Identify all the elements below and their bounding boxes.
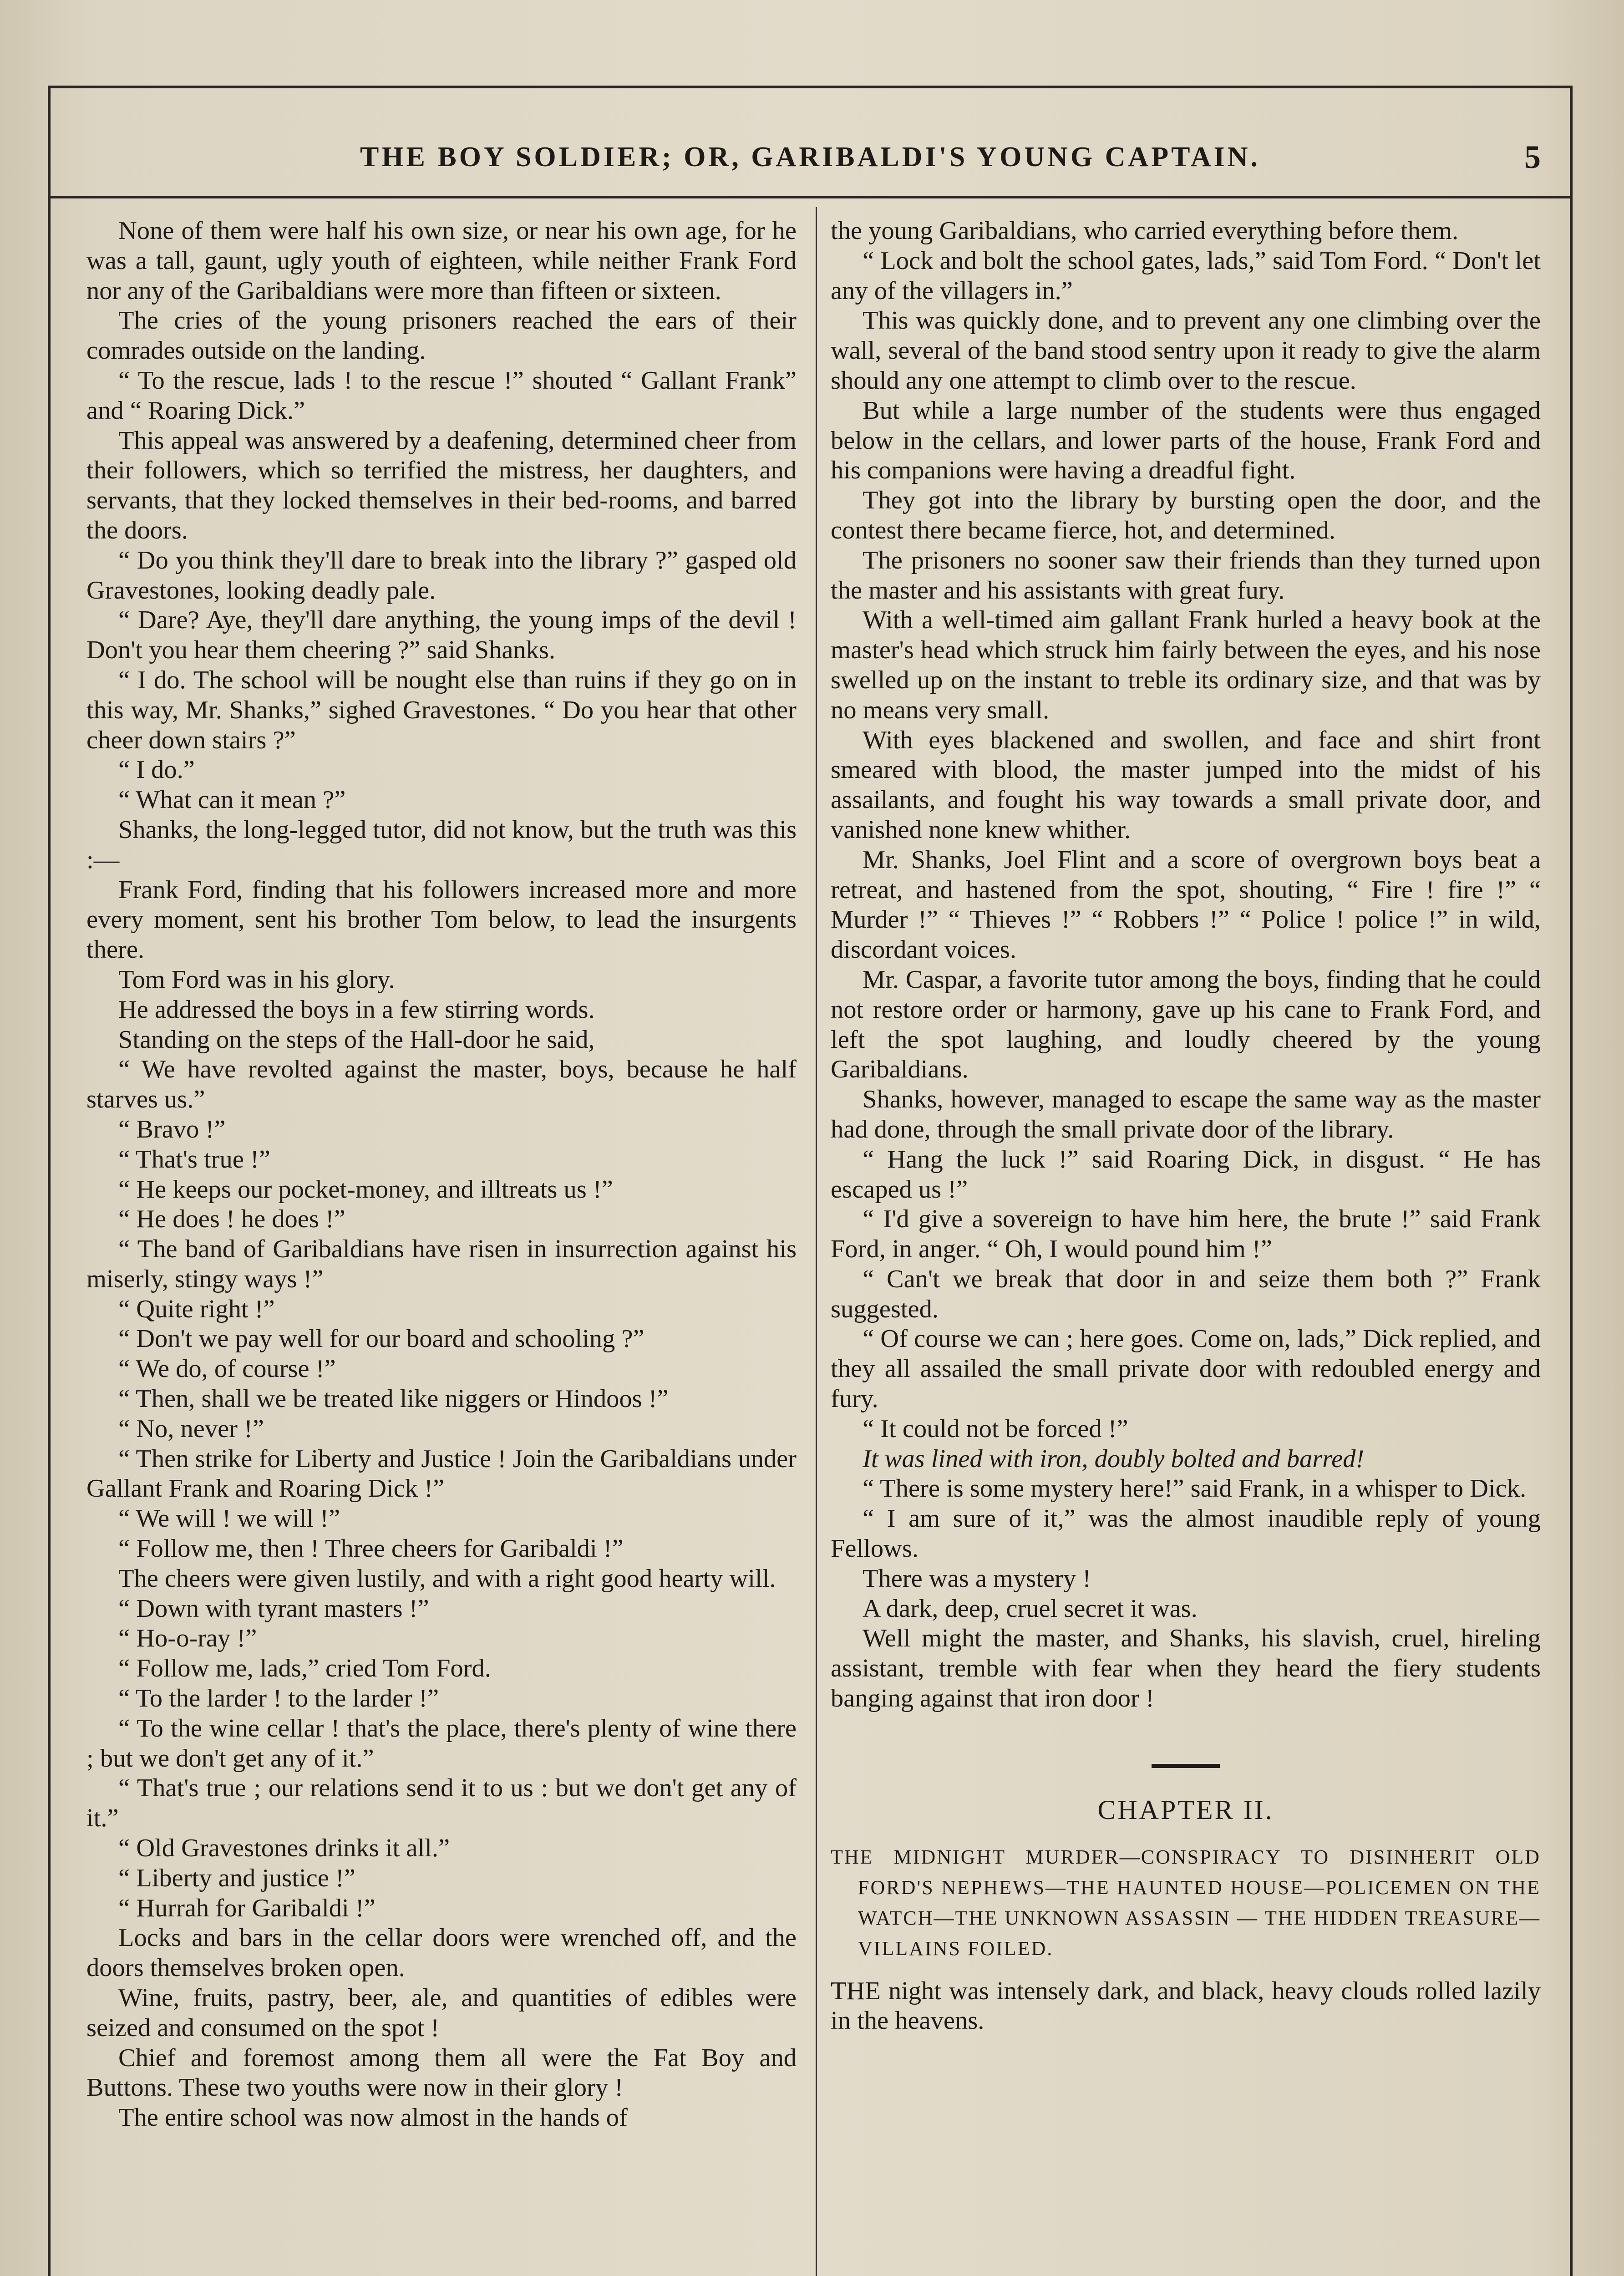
- paragraph: With a well-timed aim gallant Frank hurled a heavy book at the master's head which struck him fairly between the eyes, and his nose swelled up on the instant to treble its ordinary size, and that was by no means very small.: [831, 606, 1541, 724]
- paragraph: “ It could not be forced !”: [863, 1414, 1128, 1443]
- paragraph: “ Ho-o-ray !”: [118, 1624, 257, 1653]
- paragraph: “ The band of Garibaldians have risen in insurrection against his miserly, stingy ways !”: [86, 1235, 797, 1293]
- page-header: [48, 141, 1573, 191]
- paragraph: The cries of the young prisoners reached the ears of their comrades outside on the landing.: [86, 306, 797, 365]
- paragraph: “ Then, shall we be treated like niggers or Hindoos !”: [118, 1385, 669, 1413]
- paragraph: Wine, fruits, pastry, beer, ale, and quantities of edibles were seized and consumed on the spot !: [86, 1984, 797, 2042]
- paragraph: Mr. Shanks, Joel Flint and a score of overgrown boys beat a retreat, and hastened from the spot, shouting, “ Fire ! fire !” “ Murder !” “ Thieves !” “ Robbers !” “ Police ! police !” in wild, discordant voices.: [831, 845, 1541, 964]
- paragraph: “ That's true !”: [118, 1145, 270, 1174]
- paragraph: “ Lock and bolt the school gates, lads,” said Tom Ford. “ Don't let any of the villagers in.”: [831, 246, 1541, 305]
- paragraph: None of them were half his own size, or near his own age, for he was a tall, gaunt, ugly youth of eighteen, while neither Frank Ford nor any of the Garibaldians were more than fifteen or sixteen.: [86, 217, 797, 305]
- paragraph: Shanks, however, managed to escape the same way as the master had done, through the small private door of the library.: [831, 1085, 1541, 1143]
- paragraph: A dark, deep, cruel secret it was.: [863, 1594, 1198, 1623]
- paragraph: “ To the larder ! to the larder !”: [118, 1684, 439, 1713]
- paragraph: “ What can it mean ?”: [118, 786, 346, 814]
- right-column: [831, 216, 1541, 2276]
- paragraph: “ Old Gravestones drinks it all.”: [118, 1834, 450, 1863]
- paragraph: Well might the master, and Shanks, his slavish, cruel, hireling assistant, tremble with fear when they heard the fiery students banging against that iron door !: [831, 1624, 1541, 1713]
- paragraph: “ I do.”: [118, 756, 195, 784]
- paragraph: “ No, never !”: [118, 1414, 264, 1443]
- paragraph: The prisoners no sooner saw their friends than they turned upon the master and his assistants with great fury.: [831, 546, 1541, 605]
- paragraph: “ I am sure of it,” was the almost inaudible reply of young Fellows.: [831, 1504, 1541, 1563]
- paragraph: Mr. Caspar, a favorite tutor among the boys, finding that he could not restore order or harmony, gave up his cane to Frank Ford, and left the spot laughing, and loudly cheered by the young Garibaldians.: [831, 965, 1541, 1084]
- paragraph: “ Hurrah for Garibaldi !”: [118, 1894, 376, 1922]
- header-rule: [48, 196, 1573, 198]
- chapter-opening: THE night was intensely dark, and black, heavy clouds rolled lazily in the heavens.: [831, 1976, 1541, 2035]
- paragraph: “ Then strike for Liberty and Justice ! Join the Garibaldians under Gallant Frank and Roaring Dick !”: [86, 1444, 797, 1503]
- paragraph: “ We do, of course !”: [118, 1355, 336, 1383]
- paragraph: “ Bravo !”: [118, 1115, 226, 1143]
- chapter-summary: THE MIDNIGHT MURDER—CONSPIRACY TO DISINHERIT OLD FORD'S NEPHEWS—THE HAUNTED HOUSE—POLICEMEN ON THE WATCH—THE UNKNOWN ASSASSIN — THE HIDDEN TREASURE—VILLAINS FOILED.: [831, 1845, 1541, 1960]
- paragraph: “ Follow me, then ! Three cheers for Garibaldi !”: [118, 1534, 624, 1563]
- paragraph: Tom Ford was in his glory.: [118, 965, 395, 994]
- paragraph: “ I do. The school will be nought else than ruins if they go on in this way, Mr. Shanks,” sighed Gravestones. “ Do you hear that other cheer down stairs ?”: [86, 666, 797, 754]
- paragraph: There was a mystery !: [863, 1564, 1091, 1593]
- paragraph: “ Of course we can ; here goes. Come on, lads,” Dick replied, and they all assailed the small private door with redoubled energy and fury.: [831, 1325, 1541, 1413]
- paragraph: “ To the wine cellar ! that's the place, there's plenty of wine there ; but we don't get any of it.”: [86, 1714, 797, 1773]
- paragraph: With eyes blackened and swollen, and face and shirt front smeared with blood, the master jumped into the midst of his assailants, and fought his way towards a small private door, and vanished none knew whither.: [831, 726, 1541, 844]
- paragraph: He addressed the boys in a few stirring words.: [118, 995, 595, 1024]
- paragraph: “ To the rescue, lads ! to the rescue !” shouted “ Gallant Frank” and “ Roaring Dick.”: [86, 366, 797, 425]
- paragraph: “ Hang the luck !” said Roaring Dick, in disgust. “ He has escaped us !”: [831, 1145, 1541, 1204]
- paragraph: “ We have revolted against the master, boys, because he half starves us.”: [86, 1055, 797, 1114]
- running-title: THE BOY SOLDIER; OR, GARIBALDI'S YOUNG CAPTAIN.: [360, 142, 1261, 173]
- paragraph: “ Quite right !”: [118, 1295, 275, 1323]
- paragraph: The cheers were given lustily, and with a right good hearty will.: [118, 1564, 776, 1593]
- chapter-title: CHAPTER II.: [1097, 1794, 1274, 1825]
- paragraph: They got into the library by bursting open the door, and the contest there became fierce, hot, and determined.: [831, 486, 1541, 544]
- paragraph: “ I'd give a sovereign to have him here, the brute !” said Frank Ford, in anger. “ Oh, I would pound him !”: [831, 1205, 1541, 1264]
- paragraph: “ Dare? Aye, they'll dare anything, the young imps of the devil ! Don't you hear them cheering ?” said Shanks.: [86, 606, 797, 665]
- paragraph: It was lined with iron, doubly bolted and barred!: [863, 1444, 1365, 1473]
- paragraph: “ Do you think they'll dare to break into the library ?” gasped old Gravestones, looking deadly pale.: [86, 546, 797, 605]
- paragraph: Standing on the steps of the Hall-door he said,: [118, 1025, 595, 1054]
- paragraph: This appeal was answered by a deafening, determined cheer from their followers, which so terrified the mistress, her daughters, and servants, that they locked themselves in their bed-rooms, and barred the doors.: [86, 426, 797, 544]
- paragraph: “ Follow me, lads,” cried Tom Ford.: [118, 1654, 491, 1683]
- paragraph: the young Garibaldians, who carried everything before them.: [831, 217, 1459, 245]
- paragraph: The entire school was now almost in the hands of: [118, 2103, 628, 2132]
- left-column: [86, 216, 797, 2276]
- paragraph: “ Down with tyrant masters !”: [118, 1594, 429, 1623]
- page-number: 5: [1524, 139, 1541, 175]
- paragraph: Locks and bars in the cellar doors were wrenched off, and the doors themselves broken open.: [86, 1924, 797, 1982]
- paragraph: “ He keeps our pocket-money, and illtreats us !”: [118, 1175, 613, 1204]
- paragraph: “ Don't we pay well for our board and schooling ?”: [118, 1325, 645, 1353]
- paragraph: “ He does ! he does !”: [118, 1205, 345, 1234]
- paragraph: “ We will ! we will !”: [118, 1504, 340, 1533]
- paragraph: Chief and foremost among them all were the Fat Boy and Buttons. These two youths were now in their glory !: [86, 2043, 797, 2102]
- paragraph: Shanks, the long-legged tutor, did not know, but the truth was this :—: [86, 815, 797, 874]
- paragraph: But while a large number of the students were thus engaged below in the cellars, and lower parts of the house, Frank Ford and his companions were having a dreadful fight.: [831, 396, 1541, 485]
- paragraph: “ There is some mystery here!” said Frank, in a whisper to Dick.: [863, 1474, 1527, 1503]
- paragraph: Frank Ford, finding that his followers increased more and more every moment, sent his brother Tom below, to lead the insurgents there.: [86, 875, 797, 964]
- paragraph: “ That's true ; our relations send it to us : but we don't get any of it.”: [86, 1774, 797, 1833]
- paragraph: “ Can't we break that door in and seize them both ?” Frank suggested.: [831, 1265, 1541, 1323]
- paragraph: This was quickly done, and to prevent any one climbing over the wall, several of the band stood sentry upon it ready to give the alarm should any one attempt to climb over to the rescue.: [831, 306, 1541, 395]
- paragraph: “ Liberty and justice !”: [118, 1864, 355, 1892]
- column-divider: [816, 207, 817, 2276]
- section-separator: [1152, 1764, 1220, 1768]
